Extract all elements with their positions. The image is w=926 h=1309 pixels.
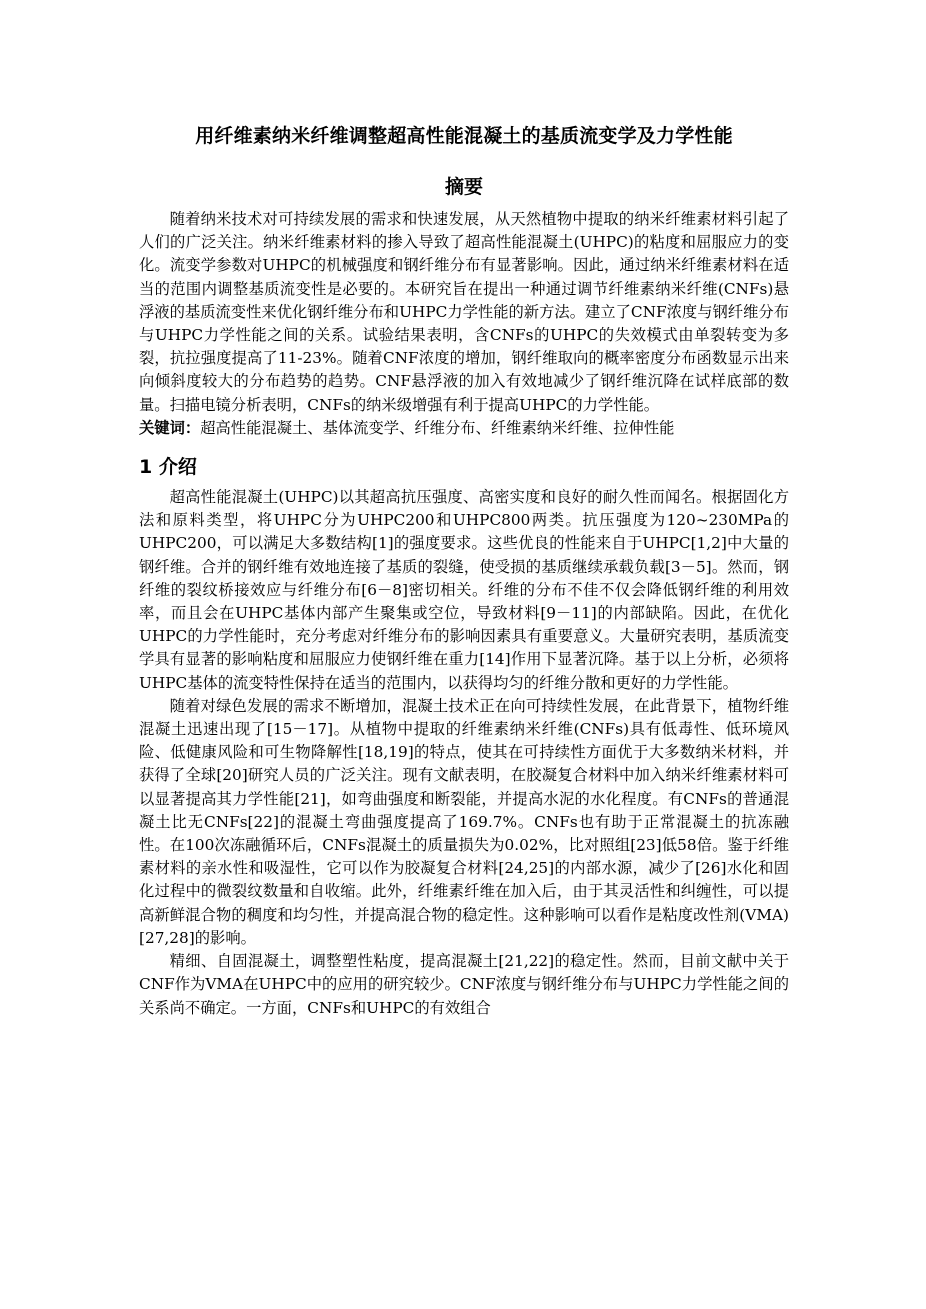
section-heading-introduction: 1 介绍 xyxy=(139,456,197,479)
keywords-value: 超高性能混凝土、基体流变学、纤维分布、纤维素纳米纤维、拉伸性能 xyxy=(200,418,675,437)
paper-title: 用纤维素纳米纤维调整超高性能混凝土的基质流变学及力学性能 xyxy=(195,125,733,147)
intro-paragraph-3: 精细、自固混凝土，调整塑性粘度，提高混凝土[21,22]的稳定性。然而，目前文献中关于CNF作为VMA在UHPC中的应用的研究较少。CNF浓度与钢纤维分布与UHPC力学性能之间的关系尚不确定。一方面，CNFs和UHPC的有效组合 xyxy=(139,952,789,1017)
abstract-text: 随着纳米技术对可持续发展的需求和快速发展，从天然植物中提取的纳米纤维素材料引起了人们的广泛关注。纳米纤维素材料的掺入导致了超高性能混凝土(UHPC)的粘度和屈服应力的变化。流变学参数对UHPC的机械强度和钢纤维分布有显著影响。因此，通过纳米纤维素材料在适当的范围内调整基质流变性是必要的。本研究旨在提出一种通过调节纤维素纳米纤维(CNFs)悬浮液的基质流变性来优化钢纤维分布和UHPC力学性能的新方法。建立了CNF浓度与钢纤维分布与UHPC力学性能之间的关系。试验结果表明，含CNFs的UHPC的失效模式由单裂转变为多裂，抗拉强度提高了11-23%。随着CNF浓度的增加，钢纤维取向的概率密度分布函数显示出来向倾斜度较大的分布趋势的趋势。CNF悬浮液的加入有效地减少了钢纤维沉降在试样底部的数量。扫描电镜分析表明，CNFs的纳米级增强有利于提高UHPC的力学性能。 xyxy=(139,210,789,414)
abstract-heading: 摘要 xyxy=(444,176,483,198)
intro-paragraph-2: 随着对绿色发展的需求不断增加，混凝土技术正在向可持续性发展，在此背景下，植物纤维混凝土迅速出现了[15－17]。从植物中提取的纤维素纳米纤维(CNFs)具有低毒性、低环境风险、低健康风险和可生物降解性[18,19]的特点，使其在可持续性方面优于大多数纳米材料，并获得了全球[20]研究人员的广泛关注。现有文献表明，在胶凝复合材料中加入纳米纤维素材料可以显著提高其力学性能[21]，如弯曲强度和断裂能，并提高水泥的水化程度。有CNFs的普通混凝土比无CNFs[22]的混凝土弯曲强度提高了169.7%。CNFs也有助于正常混凝土的抗冻融性。在100次冻融循环后，CNFs混凝土的质量损失为0.02%，比对照组[23]低58倍。鉴于纤维素材料的亲水性和吸湿性，它可以作为胶凝复合材料[24,25]的内部水源，减少了[26]水化和固化过程中的微裂纹数量和自收缩。此外，纤维素纤维在加入后，由于其灵活性和纠缠性，可以提高新鲜混合物的稠度和均匀性，并提高混合物的稳定性。这种影响可以看作是粘度改性剂(VMA)[27,28]的影响。 xyxy=(139,696,789,947)
keywords-line xyxy=(139,417,789,440)
keywords-label: 关键词： xyxy=(139,418,201,437)
paper-page xyxy=(139,118,789,1020)
intro-paragraph-1: 超高性能混凝土(UHPC)以其超高抗压强度、高密实度和良好的耐久性而闻名。根据固化方法和原料类型，将UHPC分为UHPC200和UHPC800两类。抗压强度为120~230MPa的UHPC200，可以满足大多数结构[1]的强度要求。这些优良的性能来自于UHPC[1,2]中大量的钢纤维。合并的钢纤维有效地连接了基质的裂缝，使受损的基质继续承载负载[3－5]。然而，钢纤维的裂纹桥接效应与纤维分布[6－8]密切相关。纤维的分布不佳不仅会降低钢纤维的利用效率，而且会在UHPC基体内部产生聚集或空位，导致材料[9－11]的内部缺陷。因此，在优化UHPC的力学性能时，充分考虑对纤维分布的影响因素具有重要意义。大量研究表明，基质流变学具有显著的影响粘度和屈服应力使钢纤维在重力[14]作用下显著沉降。基于以上分析，必须将UHPC基体的流变特性保持在适当的范围内，以获得均匀的纤维分散和更好的力学性能。 xyxy=(139,488,789,692)
